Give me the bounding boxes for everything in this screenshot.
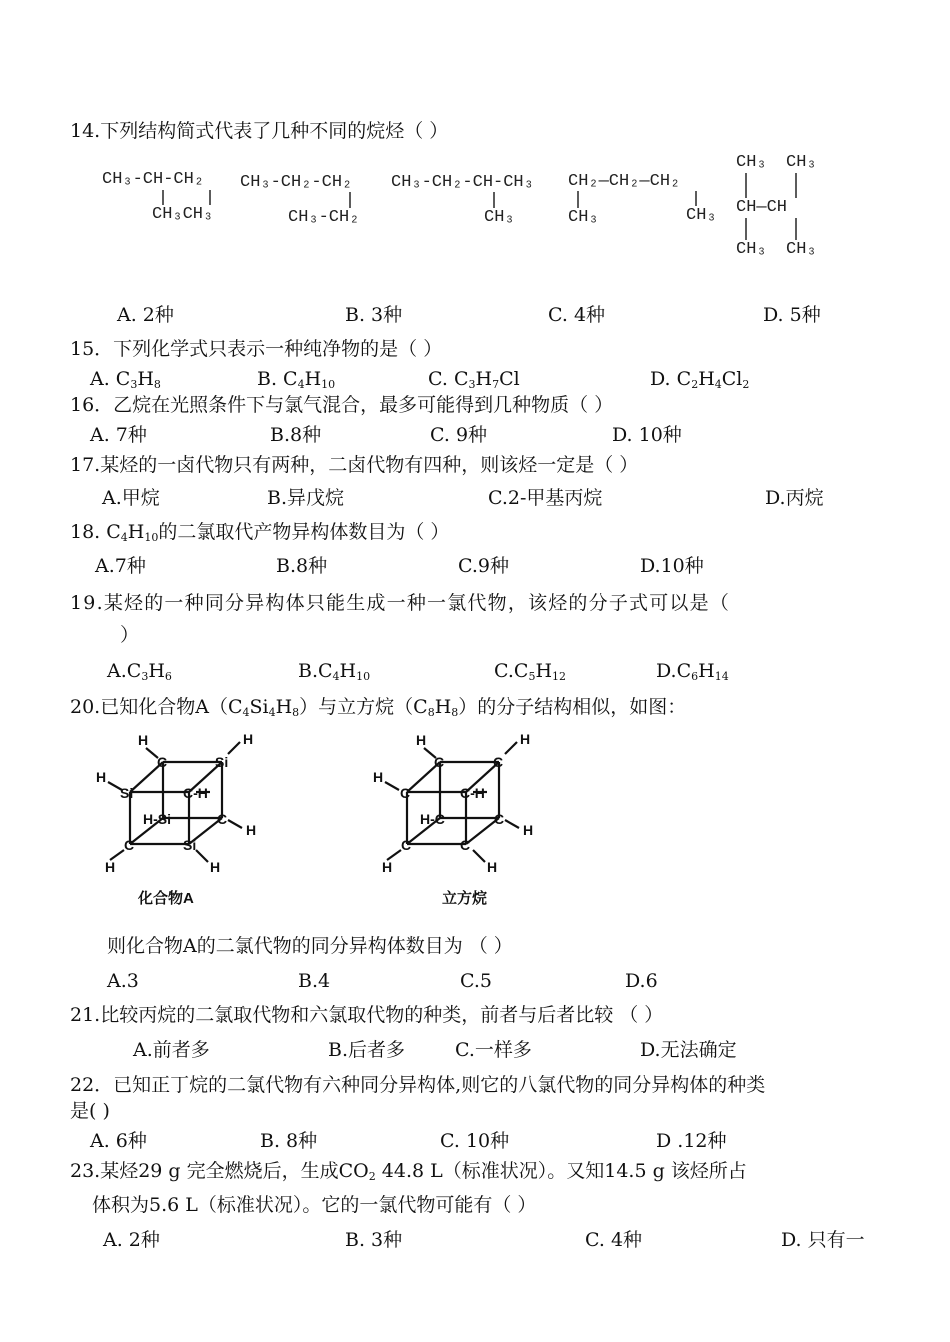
cubane-label: 立方烷: [442, 890, 488, 907]
q16-option-d[interactable]: D. 10种: [612, 424, 682, 446]
q18-option-b[interactable]: B.8种: [276, 555, 328, 577]
q16-option-b[interactable]: B.8种: [270, 424, 322, 446]
svg-text:H: H: [96, 769, 107, 785]
svg-text:C: C: [460, 837, 471, 853]
q18-option-a[interactable]: A.7种: [95, 555, 146, 577]
q16-option-c[interactable]: C. 9种: [430, 424, 488, 446]
svg-text:C: C: [400, 785, 411, 801]
svg-text:C: C: [401, 837, 412, 853]
q17-option-b[interactable]: B.异戊烷: [267, 487, 345, 509]
struct-1-bottom: CH₃CH₃: [152, 205, 214, 224]
svg-text:H: H: [105, 859, 116, 875]
svg-text:H: H: [382, 859, 393, 875]
svg-text:H: H: [520, 731, 531, 747]
struct-5-bottom-left: CH₃: [736, 240, 767, 259]
q17-option-a[interactable]: A.甲烷: [102, 487, 160, 509]
struct-4-top: CH₂—CH₂—CH₂: [568, 172, 681, 191]
svg-text:H: H: [373, 769, 384, 785]
struct-3-bottom: CH₃: [484, 208, 515, 227]
q21-option-a[interactable]: A.前者多: [133, 1039, 210, 1061]
svg-text:H: H: [138, 732, 149, 748]
q18-stem: 18. $C_4H_{10}$的二氯取代产物异构体数目为（ ）: [70, 521, 450, 544]
q21-option-b[interactable]: B.后者多: [328, 1039, 406, 1061]
q22-option-b[interactable]: B. 8种: [260, 1130, 318, 1152]
svg-text:C: C: [217, 811, 228, 827]
svg-text:H: H: [416, 732, 427, 748]
svg-text:H-Si: H-Si: [143, 811, 171, 827]
svg-text:H: H: [246, 822, 257, 838]
svg-text:C-H: C-H: [460, 785, 485, 801]
q15-option-a[interactable]: A. $C_3H_8$: [90, 368, 161, 391]
svg-text:C: C: [124, 837, 135, 853]
svg-text:H: H: [243, 731, 254, 747]
struct-5-middle: CH—CH: [736, 198, 788, 217]
struct-1-top: CH₃-CH-CH₂: [102, 170, 205, 189]
q20-molecule-figures: [0, 720, 950, 920]
q16-stem: 16．乙烷在光照条件下与氯气混合，最多可能得到几种物质（ ）: [70, 394, 614, 416]
struct-3-top: CH₃-CH₂-CH-CH₃: [391, 173, 534, 192]
q20-option-b[interactable]: B.4: [298, 970, 331, 992]
q22-option-a[interactable]: A. 6种: [90, 1130, 147, 1152]
q16-option-a[interactable]: A. 7种: [90, 424, 147, 446]
svg-text:C: C: [157, 754, 168, 770]
q20-stem: 20.已知化合物$A(C_4Si_4H_8)$与立方烷$(C_8H_8)$的分子结构相似，如图：: [70, 696, 687, 719]
svg-text:C: C: [493, 754, 504, 770]
struct-4-branch-right: CH₃: [686, 206, 717, 225]
struct-2-top: CH₃-CH₂-CH₂: [240, 173, 353, 192]
q19-stem-line2: ）: [120, 624, 140, 646]
svg-text:Si: Si: [120, 785, 134, 801]
q23-option-c[interactable]: C. 4种: [585, 1229, 643, 1251]
q20-option-c[interactable]: C.5: [460, 970, 492, 992]
q14-stem: 14.下列结构简式代表了几种不同的烷烃（ ）: [70, 120, 449, 142]
q22-stem-line2: 是( ): [70, 1100, 110, 1122]
q19-option-c[interactable]: $C.C_5H_{12}$: [494, 660, 567, 683]
q19-stem-line1: 19.某烃的一种同分异构体只能生成一种一氯代物，该烃的分子式可以是（: [70, 592, 731, 614]
svg-text:H: H: [487, 859, 498, 875]
q15-stem: 15．下列化学式只表示一种纯净物的是（ ）: [70, 338, 443, 360]
struct-5-top-right: CH₃: [786, 153, 817, 172]
svg-text:H-C: H-C: [420, 811, 445, 827]
svg-text:Si: Si: [183, 837, 197, 853]
q20-question: 则化合物A的二氯代物的同分异构体数目为 （ ）: [107, 935, 513, 957]
q23-option-a[interactable]: A. 2种: [103, 1229, 160, 1251]
q17-stem: 17.某烃的一卤代物只有两种，二卤代物有四种，则该烃一定是（ ）: [70, 454, 639, 476]
q22-stem-line1: 22．已知正丁烷的二氯代物有六种同分异构体,则它的八氯代物的同分异构体的种类: [70, 1074, 766, 1096]
struct-bonds: [0, 0, 950, 300]
q20-option-a[interactable]: A.3: [107, 970, 139, 992]
svg-text:H: H: [210, 859, 221, 875]
q19-option-a[interactable]: $A.C_3H_6$: [107, 660, 172, 683]
struct-4-branch-left: CH₃: [568, 208, 599, 227]
q19-option-b[interactable]: $B.C_4H_{10}$: [298, 660, 371, 683]
svg-text:C-H: C-H: [183, 785, 208, 801]
q14-option-b[interactable]: B. 3种: [345, 304, 403, 326]
q23-option-b[interactable]: B. 3种: [345, 1229, 403, 1251]
struct-5-top-left: CH₃: [736, 153, 767, 172]
q15-option-d[interactable]: D. $C_2H_4Cl_2$: [650, 368, 750, 391]
struct-5-bottom-right: CH₃: [786, 240, 817, 259]
svg-text:C: C: [434, 754, 445, 770]
q21-option-d[interactable]: D.无法确定: [640, 1039, 737, 1061]
q15-option-c[interactable]: C. $C_3H_7Cl$: [428, 368, 520, 391]
q17-option-d[interactable]: D.丙烷: [765, 487, 824, 509]
q22-option-c[interactable]: C. 10种: [440, 1130, 510, 1152]
q18-option-c[interactable]: C.9种: [458, 555, 509, 577]
compound-a-label: 化合物A: [138, 890, 194, 907]
q14-option-a[interactable]: A. 2种: [117, 304, 174, 326]
struct-2-bottom: CH₃-CH₂: [288, 208, 360, 227]
q17-option-c[interactable]: C.2-甲基丙烷: [488, 487, 603, 509]
q18-option-d[interactable]: D.10种: [640, 555, 704, 577]
svg-text:Si: Si: [215, 754, 229, 770]
q22-option-d[interactable]: D .12种: [656, 1130, 727, 1152]
q21-option-c[interactable]: C.一样多: [455, 1039, 532, 1061]
q23-stem-line2: 体积为5.6 L（标准状况）。它的一氯代物可能有（ ）: [92, 1194, 537, 1216]
q23-option-d[interactable]: D. 只有一: [781, 1229, 865, 1251]
q23-stem-line1: 23.某烃29 g 完全燃烧后，生成$CO_2$ 44.8 L（标准状况）。又知14.5 g 该烃所占: [70, 1160, 747, 1183]
q15-option-b[interactable]: B. $C_4H_{10}$: [257, 368, 336, 391]
q14-option-d[interactable]: D. 5种: [763, 304, 821, 326]
svg-text:C: C: [494, 811, 505, 827]
q20-option-d[interactable]: D.6: [625, 970, 658, 992]
q14-option-c[interactable]: C. 4种: [548, 304, 606, 326]
q19-option-d[interactable]: $D.C_6H_{14}$: [656, 660, 729, 683]
q21-stem: 21.比较丙烷的二氯取代物和六氯取代物的种类，前者与后者比较 （ ）: [70, 1004, 664, 1026]
svg-text:H: H: [523, 822, 534, 838]
